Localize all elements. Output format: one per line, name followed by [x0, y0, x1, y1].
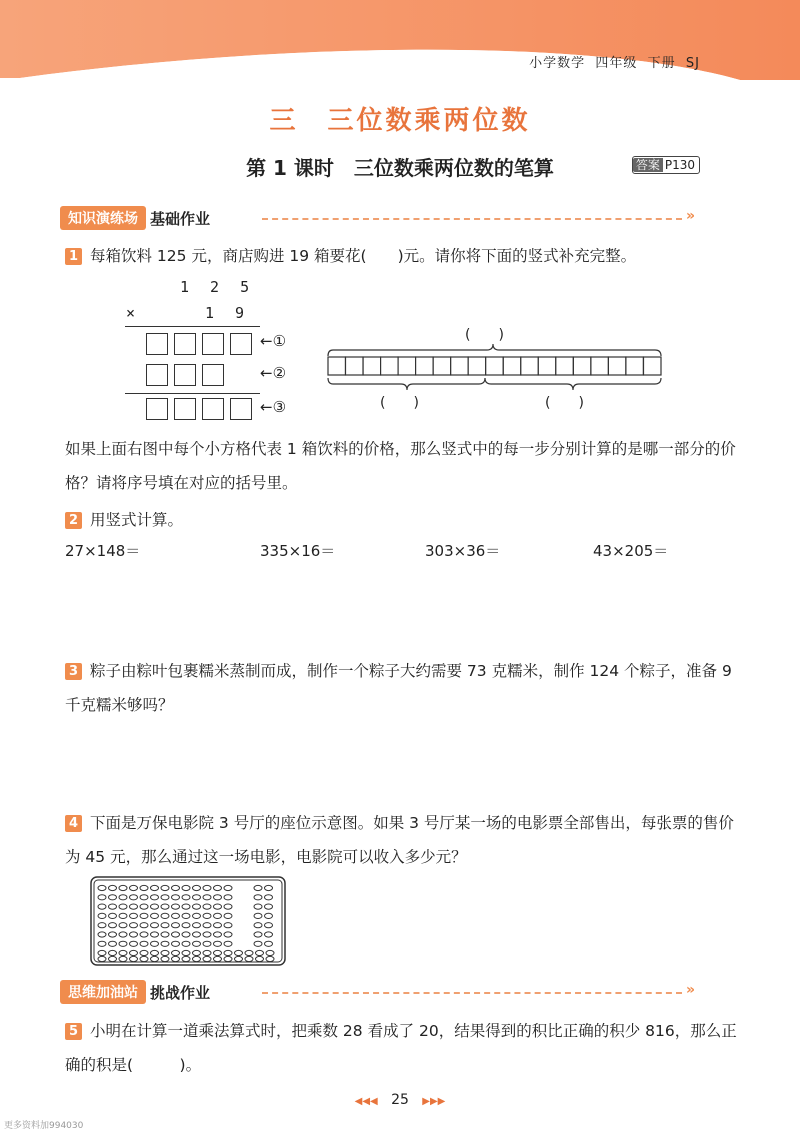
answer-reference [632, 156, 700, 174]
answer-label: 答案 [633, 158, 663, 172]
bar-cell [591, 357, 609, 375]
question-text: 粽子由粽叶包裹糯米蒸制而成，制作一个粽子大约需要 73 克糯米，制作 124 个粽子，准备 9 千克糯米够吗？ [65, 662, 732, 714]
seat-map [90, 876, 286, 966]
question-2 [65, 504, 745, 536]
rule-line [125, 393, 260, 394]
bracket-right: ( ) [545, 395, 584, 411]
bar-diagram [325, 340, 665, 390]
bar-cell [573, 357, 591, 375]
answer-box[interactable] [230, 398, 252, 420]
answer-box[interactable] [146, 364, 168, 386]
question-text: 小明在计算一道乘法算式时，把乘数 28 看成了 20，结果得到的积比正确的积少 816，那么正确的积是( )。 [65, 1022, 737, 1074]
question-number: 4 [65, 815, 82, 832]
bar-cell [503, 357, 521, 375]
subject-label: 小学数学 [529, 56, 586, 71]
bar-cell [381, 357, 399, 375]
section-challenge [60, 980, 210, 1004]
bar-cell [398, 357, 416, 375]
section-basic [60, 206, 210, 230]
question-number: 3 [65, 663, 82, 680]
header-info [529, 52, 700, 71]
section-divider [262, 992, 682, 994]
left-arrows-icon: ◀◀◀ [354, 1096, 378, 1107]
bar-cell [346, 357, 364, 375]
question-text: 用竖式计算。 [90, 511, 184, 529]
lesson-title: 第 1 课时 三位数乘两位数的笔算 [246, 156, 554, 180]
grade-label: 四年级 [595, 56, 638, 71]
bar-cell [468, 357, 486, 375]
times-sign: × [126, 304, 136, 322]
section-title: 基础作业 [150, 209, 211, 228]
answer-box[interactable] [174, 333, 196, 355]
bar-cell [644, 357, 662, 375]
volume-label: 下册 [647, 56, 676, 71]
step-label: ←③ [260, 398, 287, 416]
answer-box[interactable] [202, 398, 224, 420]
section-tag: 思维加油站 [60, 980, 146, 1004]
expression: 335×16＝ [260, 542, 336, 560]
chapter-title: 三 三位数乘两位数 [269, 106, 531, 136]
answer-box[interactable] [174, 364, 196, 386]
question-5 [65, 1014, 745, 1082]
question-4 [65, 806, 745, 874]
question-text: 每箱饮料 125 元，商店购进 19 箱要花( )元。请你将下面的竖式补充完整。 [90, 247, 637, 265]
section-tag: 知识演练场 [60, 206, 146, 230]
bar-cell [363, 357, 381, 375]
bar-cell [328, 357, 346, 375]
multiplier: 1 9 [205, 304, 251, 322]
watermark: 更多资料加994030 [4, 1121, 84, 1131]
bar-cell [433, 357, 451, 375]
expression: 27×148＝ [65, 542, 141, 560]
bracket-left: ( ) [380, 395, 419, 411]
right-arrows-icon: ▶▶▶ [422, 1096, 446, 1107]
question-1-follow: 如果上面右图中每个小方格代表 1 箱饮料的价格，那么竖式中的每一步分别计算的是哪一部分的价格？请将序号填在对应的括号里。 [65, 440, 736, 492]
bar-cell [521, 357, 539, 375]
answer-box[interactable] [230, 333, 252, 355]
question-number: 1 [65, 248, 82, 265]
answer-box[interactable] [202, 364, 224, 386]
rule-line [125, 326, 260, 327]
page-footer [0, 1092, 800, 1108]
chevron-right-icon: » [686, 208, 696, 224]
bar-cell [538, 357, 556, 375]
question-number: 2 [65, 512, 82, 529]
expression: 43×205＝ [593, 542, 669, 560]
chevron-right-icon: » [686, 982, 696, 998]
answer-box[interactable] [146, 398, 168, 420]
answer-page: P130 [664, 158, 695, 172]
expression: 303×36＝ [425, 542, 501, 560]
bar-cell [556, 357, 574, 375]
step-label: ←① [260, 332, 287, 350]
section-divider [262, 218, 682, 220]
page-number: 25 [391, 1092, 409, 1108]
question-text: 下面是万保电影院 3 号厅的座位示意图。如果 3 号厅某一场的电影票全部售出，每张票的售价为 45 元，那么通过这一场电影，电影院可以收入多少元？ [65, 814, 734, 866]
bar-cell [486, 357, 504, 375]
question-1 [65, 240, 745, 272]
bar-cell [451, 357, 469, 375]
edition-label: SJ [685, 56, 700, 71]
step-label: ←② [260, 364, 287, 382]
answer-box[interactable] [174, 398, 196, 420]
question-number: 5 [65, 1023, 82, 1040]
bar-cell [416, 357, 434, 375]
answer-box[interactable] [202, 333, 224, 355]
bar-cell [626, 357, 644, 375]
bracket-top: ( ) [465, 327, 504, 343]
answer-box[interactable] [146, 333, 168, 355]
section-title: 挑战作业 [150, 983, 211, 1002]
question-3 [65, 654, 745, 722]
multiplicand: 1 2 5 [180, 278, 256, 296]
bar-cell [608, 357, 626, 375]
